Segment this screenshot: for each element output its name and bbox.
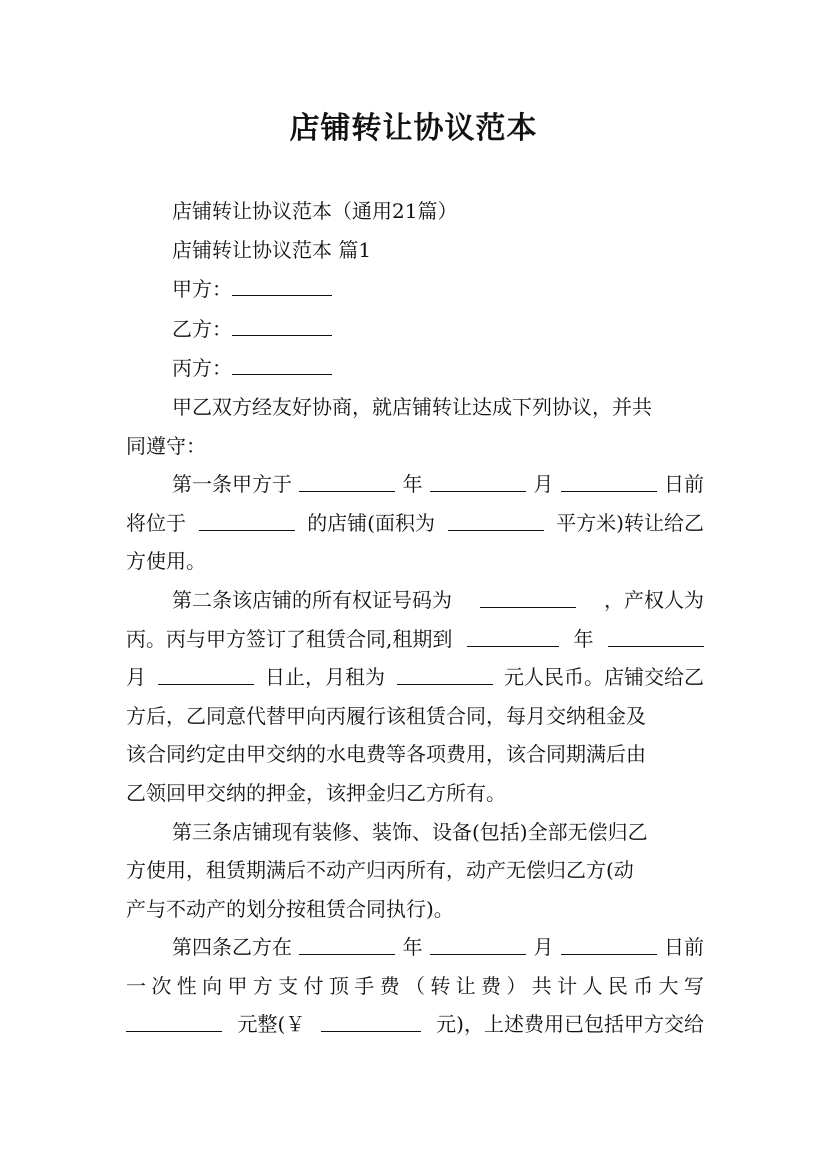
article-2-line-4: 方后，乙同意代替甲向丙履行该租赁合同，每月交纳租金及: [126, 703, 646, 728]
fill-blank: [299, 928, 395, 955]
text-glyph: 币: [633, 973, 654, 998]
document-title: 店铺转让协议范本: [289, 111, 538, 146]
text-glyph: 方: [252, 973, 273, 998]
article-2-line-6: 乙领回甲交纳的押金，该押金归乙方所有。: [126, 780, 506, 805]
fill-blank: [232, 269, 332, 296]
document-body: [126, 192, 704, 1044]
text-glyph: 向: [202, 973, 223, 998]
fill-blank: [158, 658, 254, 685]
article-2-line-3: 月 日止，月租为 元人民币。店铺交给乙: [126, 658, 704, 697]
text-glyph: 顶: [328, 973, 349, 998]
article-4-line-1: 第四条乙方在 年 月 日前: [126, 928, 704, 967]
article-4-line-2: [126, 967, 704, 1006]
fill-blank: [561, 465, 657, 492]
fill-blank: [430, 928, 526, 955]
fill-blank: [299, 465, 395, 492]
paragraph-section-heading: 店铺转让协议范本 篇1: [172, 237, 372, 262]
article-1-line-3: 方使用。: [126, 549, 206, 574]
text-glyph: 甲: [227, 973, 248, 998]
text-glyph: 计: [557, 973, 578, 998]
fill-blank: [126, 1005, 222, 1032]
article-2-line-2: 丙。丙与甲方签订了租赁合同,租期到 年: [126, 620, 704, 659]
party-a-line: 甲方：: [126, 269, 704, 309]
party-c-line: 丙方：: [126, 348, 704, 388]
fill-blank: [561, 928, 657, 955]
party-b-line: 乙方：: [126, 309, 704, 349]
article-3-line-1: 第三条店铺现有装修、装饰、设备(包括)全部无偿归乙: [172, 819, 648, 844]
text-glyph: ）: [506, 973, 527, 998]
fill-blank: [448, 504, 544, 531]
text-glyph: 一: [126, 973, 146, 998]
text-glyph: 费: [379, 973, 400, 998]
text-glyph: 手: [354, 973, 375, 998]
article-2-line-5: 该合同约定由甲交纳的水电费等各项费用，该合同期满后由: [126, 742, 646, 767]
fill-blank: [397, 658, 493, 685]
article-3-line-2: 方使用，租赁期满后不动产归丙所有，动产无偿归乙方(动: [126, 858, 634, 883]
text-glyph: 支: [278, 973, 299, 998]
text-glyph: 让: [455, 973, 476, 998]
paragraph-intro-cont: 同遵守：: [126, 433, 206, 458]
article-2-line-1: 第二条该店铺的所有权证号码为 ，产权人为: [126, 581, 704, 620]
text-glyph: 共: [531, 973, 552, 998]
fill-blank: [232, 309, 332, 336]
text-glyph: 付: [303, 973, 324, 998]
text-glyph: 次: [151, 973, 172, 998]
fill-blank: [199, 504, 295, 531]
paragraph-intro: 甲乙双方经友好协商，就店铺转让达成下列协议，并共: [172, 394, 652, 419]
text-glyph: 费: [481, 973, 502, 998]
fill-blank: [321, 1005, 421, 1032]
article-3-line-3: 产与不动产的划分按租赁合同执行)。: [126, 896, 454, 921]
fill-blank: [430, 465, 526, 492]
text-glyph: 大: [658, 973, 679, 998]
article-1-line-1: 第一条甲方于 年 月 日前: [126, 465, 704, 504]
text-glyph: 转: [430, 973, 451, 998]
text-glyph: 性: [176, 973, 197, 998]
text-glyph: 人: [582, 973, 603, 998]
article-1-line-2: 将位于 的店铺(面积为 平方米)转让给乙: [126, 504, 704, 543]
paragraph-subtitle: 店铺转让协议范本（通用21篇）: [172, 199, 458, 223]
text-glyph: 写: [683, 973, 704, 998]
article-4-line-3: 元整(￥ 元)，上述费用已包括甲方交给: [126, 1005, 704, 1044]
text-glyph: 民: [607, 973, 628, 998]
fill-blank: [480, 581, 576, 608]
text-glyph: （: [404, 973, 425, 998]
fill-blank: [232, 348, 332, 375]
fill-blank: [467, 620, 559, 647]
fill-blank: [608, 620, 704, 647]
